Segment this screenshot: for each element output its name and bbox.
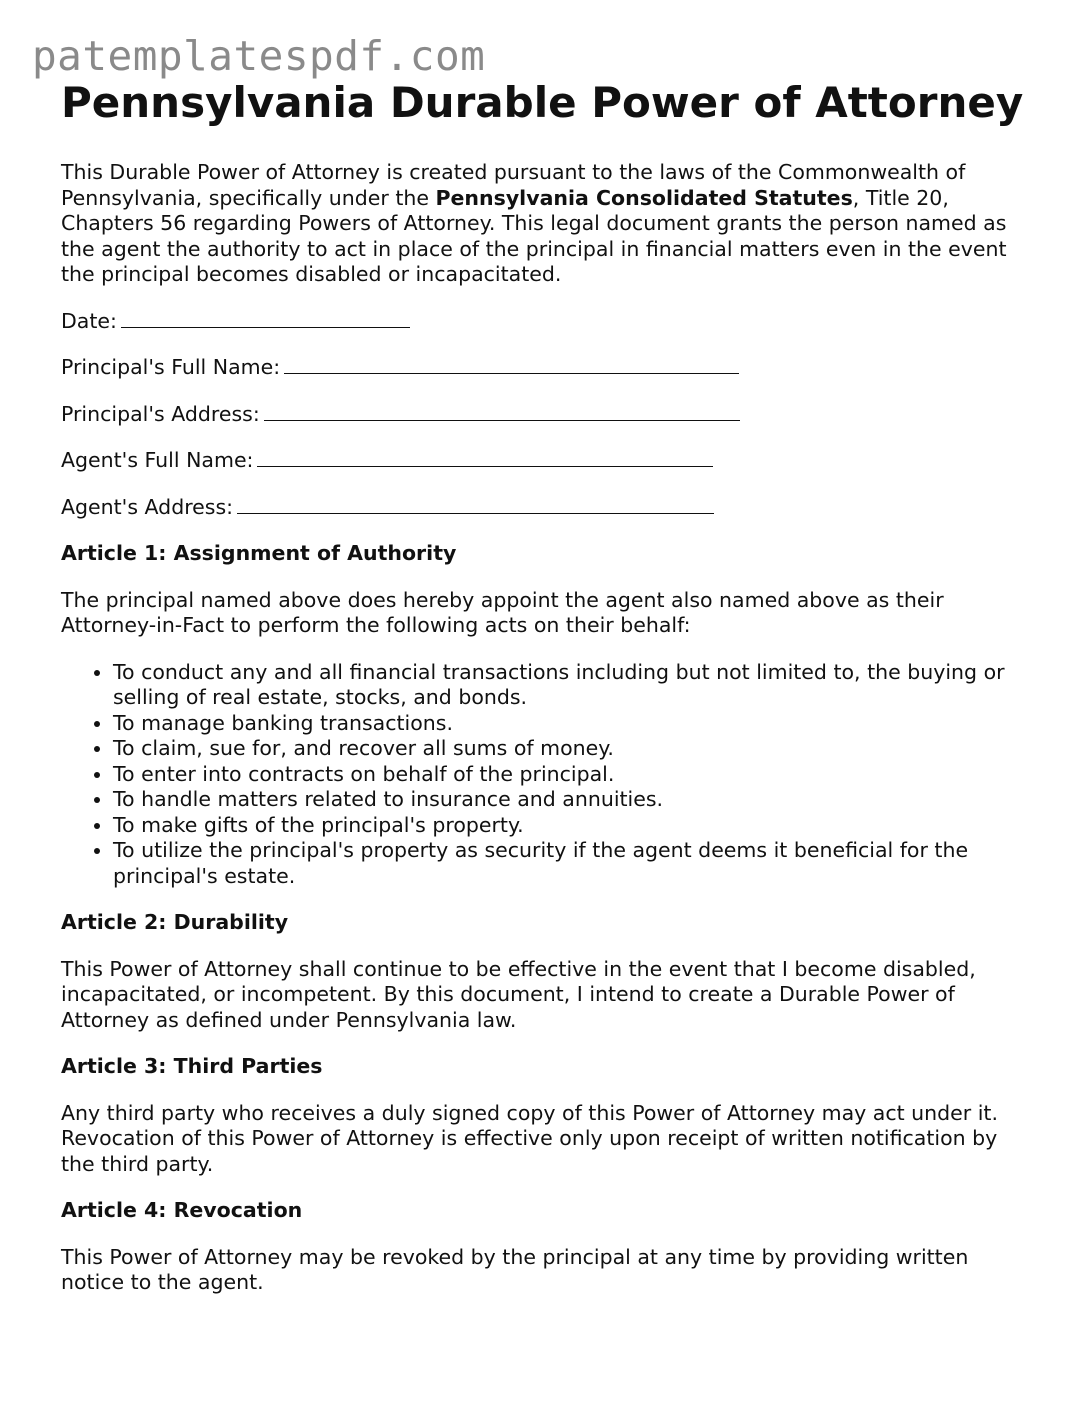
principal-name-blank-line[interactable] [284, 355, 739, 374]
agent-name-label: Agent's Full Name: [61, 448, 254, 472]
agent-address-field [61, 495, 1036, 521]
authority-list [61, 660, 1036, 890]
principal-address-field [61, 402, 1036, 428]
date-label: Date: [61, 308, 117, 333]
list-item: • To make gifts of the principal's property. [113, 813, 1036, 839]
agent-address-label: Agent's Address: [61, 494, 234, 519]
list-item: • To manage banking transactions. [113, 711, 1036, 737]
article-2-heading: Article 2: Durability [61, 910, 289, 934]
principal-name-field [61, 355, 1036, 381]
article-2-text: This Power of Attorney shall continue to be effective in the event that I become disabled, incapacitated, or incompetent. By this document, I intend to create a Durable Power of Attorney as defined under Pennsylvania law. [61, 956, 976, 1032]
document-page [61, 78, 1036, 1296]
agent-name-field [61, 448, 1036, 474]
document-title: Pennsylvania Durable Power of Attorney [61, 78, 1024, 127]
agent-address-blank-line[interactable] [237, 495, 714, 514]
intro-text-end: , Title 20, Chapters 56 regarding Powers of Attorney. This legal document grants the person named as the agent the authority to act in place of the principal in financial matters even in the event the principal becomes disabled or incapacitated. [61, 185, 1007, 286]
date-field [61, 309, 1036, 335]
list-item: • To handle matters related to insurance and annuities. [113, 787, 1036, 813]
article-3-text: Any third party who receives a duly signed copy of this Power of Attorney may act under it. Revocation of this Power of Attorney is effective only upon receipt of written notification by the third party. [61, 1100, 998, 1176]
intro-statute-name: Pennsylvania Consolidated Statutes [435, 185, 853, 210]
date-blank-line[interactable] [121, 309, 410, 328]
intro-paragraph [61, 160, 1036, 288]
article-1-text: The principal named above does hereby appoint the agent also named above as their Attorney-in-Fact to perform the following acts on their behalf: [61, 587, 944, 637]
article-3-heading: Article 3: Third Parties [61, 1054, 323, 1078]
article-4-heading: Article 4: Revocation [61, 1198, 303, 1222]
list-item: • To enter into contracts on behalf of the principal. [113, 762, 1036, 788]
principal-address-blank-line[interactable] [264, 402, 740, 421]
list-item: • To conduct any and all financial transactions including but not limited to, the buying or selling of real estate, stocks, and bonds. [113, 660, 1036, 711]
article-1-heading: Article 1: Assignment of Authority [61, 541, 457, 565]
list-item: • To utilize the principal's property as security if the agent deems it beneficial for the principal's estate. [113, 838, 1036, 889]
principal-name-label: Principal's Full Name: [61, 355, 281, 379]
list-item: • To claim, sue for, and recover all sums of money. [113, 736, 1036, 762]
agent-name-blank-line[interactable] [257, 448, 713, 467]
intro-text-start: This Durable Power of Attorney is created pursuant to the laws of the Commonwealth of Pennsylvania, specifically under the [61, 160, 966, 210]
article-4-text: This Power of Attorney may be revoked by the principal at any time by providing written notice to the agent. [61, 1244, 969, 1294]
principal-address-label: Principal's Address: [61, 401, 260, 426]
watermark: patemplatespdf.com [32, 32, 486, 80]
